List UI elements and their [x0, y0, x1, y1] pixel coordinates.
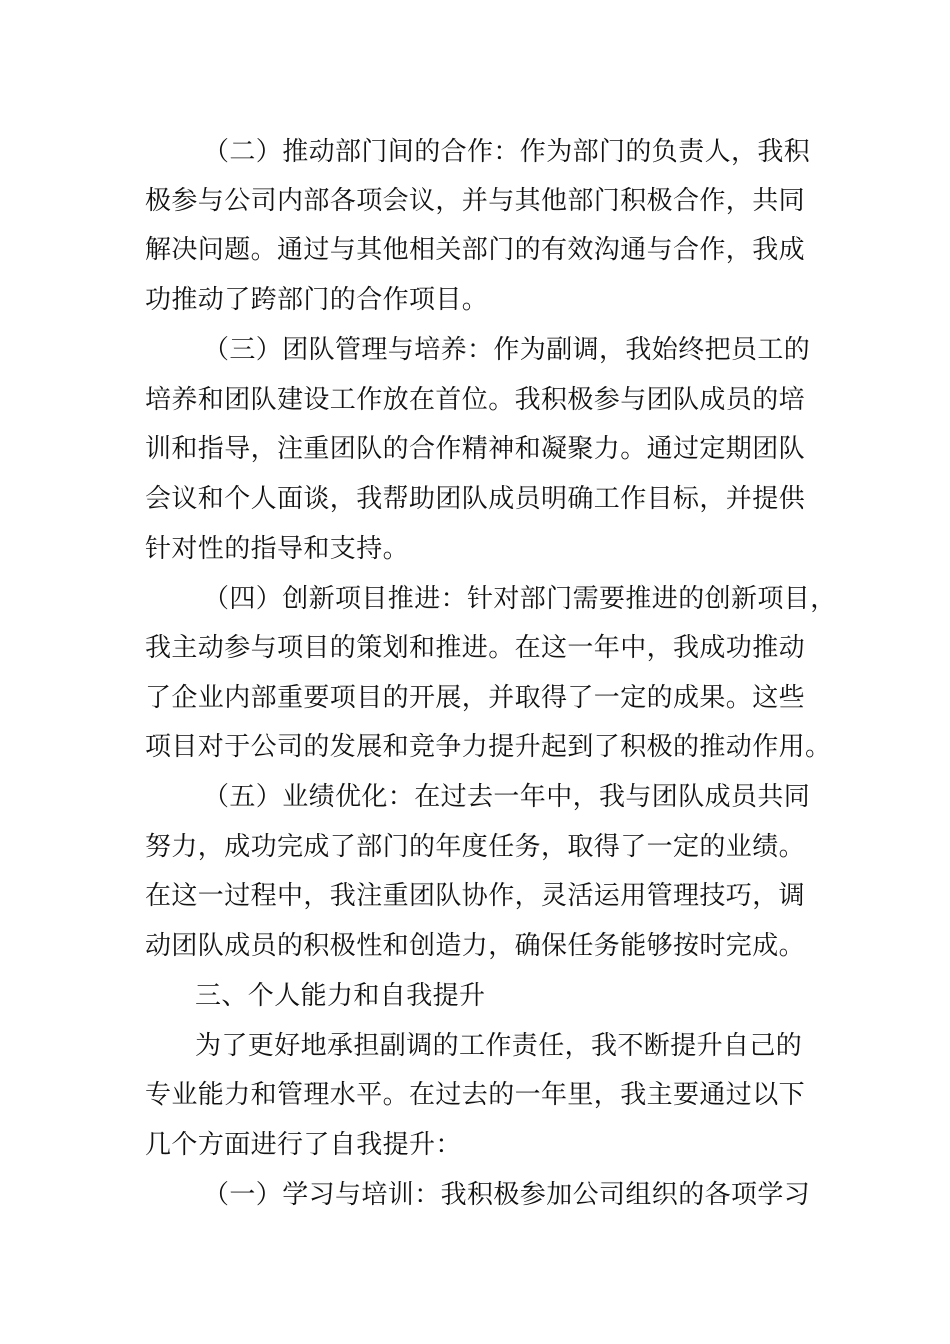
text-line: 培养和团队建设工作放在首位。我积极参与团队成员的培	[145, 385, 806, 415]
text-line: 功推动了跨部门的合作项目。	[145, 285, 489, 315]
text-line: （三）团队管理与培养：作为副调，我始终把员工的	[203, 335, 811, 365]
text-line: 努力，成功完成了部门的年度任务，取得了一定的业绩。	[145, 832, 806, 862]
text-line: （五）业绩优化：在过去一年中，我与团队成员共同	[203, 782, 811, 812]
text-line: 解决问题。通过与其他相关部门的有效沟通与合作，我成	[145, 235, 806, 265]
text-line: 针对性的指导和支持。	[145, 534, 410, 564]
text-line: 几个方面进行了自我提升：	[145, 1130, 462, 1160]
text-line: 我主动参与项目的策划和推进。在这一年中，我成功推动	[145, 633, 806, 663]
text-line: 动团队成员的积极性和创造力，确保任务能够按时完成。	[145, 931, 806, 961]
text-line: 专业能力和管理水平。在过去的一年里，我主要通过以下	[145, 1080, 806, 1110]
text-line: 项目对于公司的发展和竞争力提升起到了积极的推动作用。	[145, 732, 832, 762]
text-line: 极参与公司内部各项会议，并与其他部门积极合作，共同	[145, 186, 806, 216]
text-line: 在这一过程中，我注重团队协作，灵活运用管理技巧，调	[145, 881, 806, 911]
section-heading: 三、个人能力和自我提升	[195, 981, 486, 1011]
text-line: 会议和个人面谈，我帮助团队成员明确工作目标，并提供	[145, 484, 806, 514]
text-line: （一）学习与培训：我积极参加公司组织的各项学习	[203, 1180, 811, 1210]
text-line: （四）创新项目推进：针对部门需要推进的创新项目，	[203, 584, 837, 614]
text-line: （二）推动部门间的合作：作为部门的负责人，我积	[203, 137, 811, 167]
text-line: 为了更好地承担副调的工作责任，我不断提升自己的	[195, 1031, 803, 1061]
text-line: 训和指导，注重团队的合作精神和凝聚力。通过定期团队	[145, 434, 806, 464]
text-line: 了企业内部重要项目的开展，并取得了一定的成果。这些	[145, 683, 806, 713]
